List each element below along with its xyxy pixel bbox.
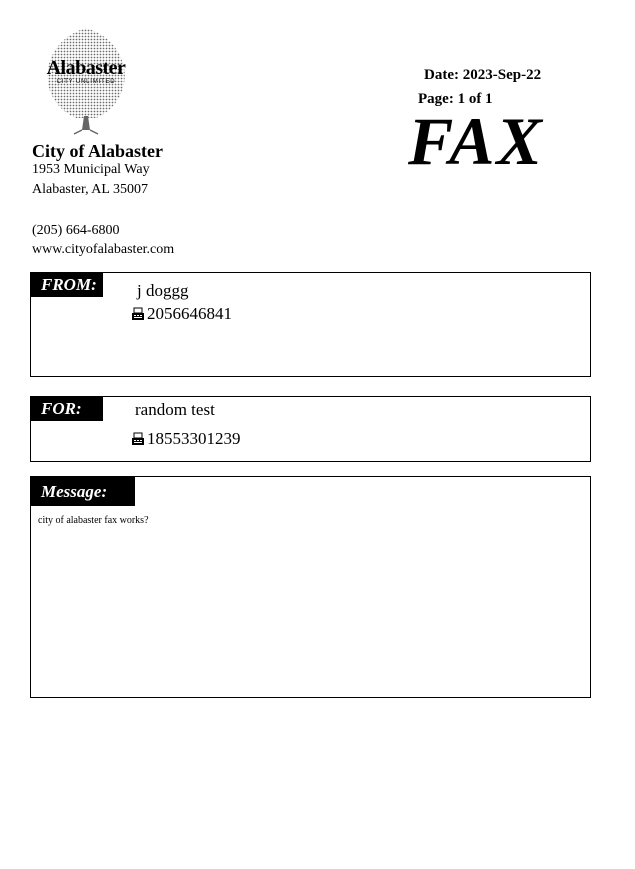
message-section: [30, 476, 591, 698]
sender-name: j doggg: [137, 281, 189, 300]
for-section: [30, 396, 591, 462]
org-website: www.cityofalabaster.com: [32, 242, 175, 257]
org-phone: (205) 664-6800: [32, 223, 120, 238]
page-count: Page: 1 of 1: [418, 91, 493, 107]
logo-wordmark: Alabaster: [46, 57, 126, 79]
message-body: city of alabaster fax works?: [38, 515, 149, 526]
org-address-line2: Alabaster, AL 35007: [32, 182, 148, 197]
from-label: FROM:: [31, 273, 103, 297]
fax-title: FAX: [408, 103, 544, 179]
sender-fax-line: [131, 304, 232, 324]
fax-machine-icon: [131, 307, 145, 321]
recipient-name: random test: [135, 400, 215, 419]
message-label: Message:: [31, 477, 135, 506]
recipient-fax-number: 18553301239: [147, 429, 241, 448]
fax-date: Date: 2023-Sep-22: [424, 67, 542, 83]
org-name: City of Alabaster: [32, 141, 163, 161]
sender-fax-number: 2056646841: [147, 304, 232, 323]
for-label: FOR:: [31, 397, 103, 421]
from-section: [30, 272, 591, 377]
fax-machine-icon: [131, 432, 145, 446]
recipient-fax-line: [131, 429, 241, 449]
org-address-line1: 1953 Municipal Way: [32, 162, 150, 177]
logo-tagline: CITY UNLIMITED: [56, 79, 116, 85]
